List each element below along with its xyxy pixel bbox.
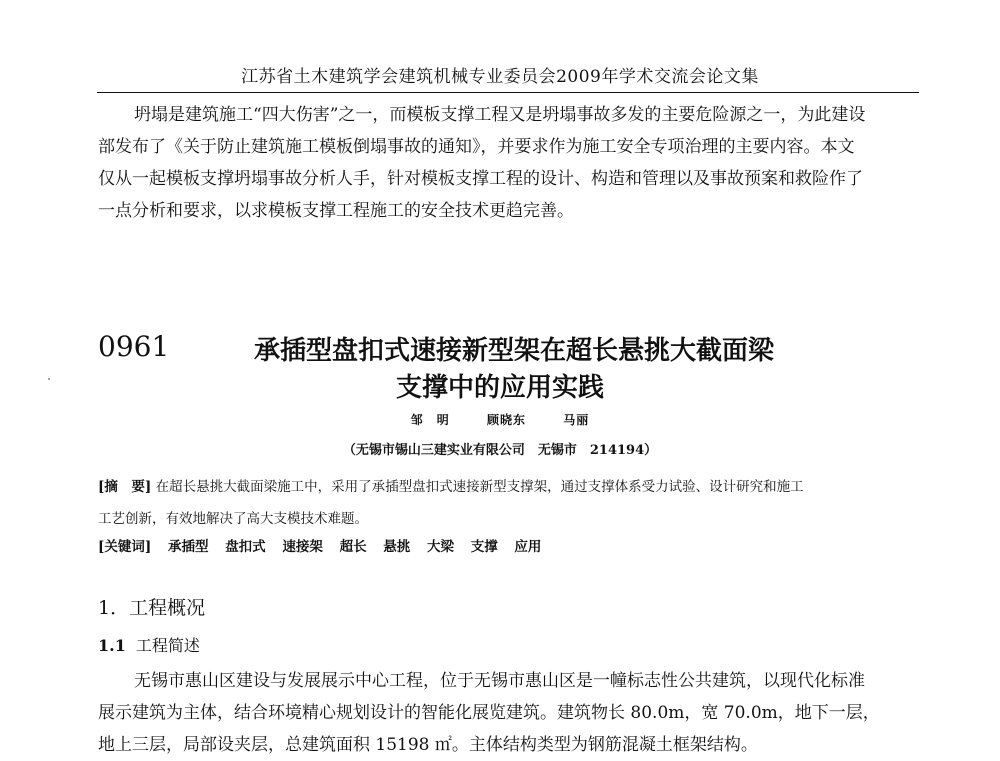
abstract-line-1 xyxy=(98,471,918,503)
paragraph-line: 仅从一起模板支撑坍塌事故分析人手，针对模板支撑工程的设计、构造和管理以及事故预案和救险作了 xyxy=(98,169,863,189)
abstract-text: 工艺创新，有效地解决了高大支模技术难题。 xyxy=(98,511,368,527)
subsection-number: 1.1 xyxy=(98,636,126,655)
paragraph-line: 展示建筑为主体，结合环境精心规划设计的智能化展览建筑。建筑物长 80.0m，宽 70.0m，地下一层， xyxy=(98,703,880,723)
subsection-title: 工程简述 xyxy=(135,636,200,655)
paragraph-line: 无锡市惠山区建设与发展展示中心工程，位于无锡市惠山区是一幢标志性公共建筑，以现代化标准 xyxy=(134,671,865,691)
keyword: 悬挑 xyxy=(383,539,411,555)
running-header: 江苏省土木建筑学会建筑机械专业委员会2009年学术交流会论文集 xyxy=(241,67,759,87)
author-name: 马丽 xyxy=(563,413,590,427)
paper-title-line-1: 承插型盘扣式速接新型架在超长悬挑大截面梁 xyxy=(253,336,774,366)
paragraph-line: 坍塌是建筑施工“四大伤害”之一，而模板支撑工程又是坍塌事故多发的主要危险源之一，为此建设 xyxy=(134,105,866,125)
keyword: 盘扣式 xyxy=(225,539,266,555)
section-heading: 1．工程概况 xyxy=(98,597,206,619)
keywords-label: [关键词] xyxy=(98,539,152,555)
paper-title-line-2: 支撑中的应用实践 xyxy=(395,373,604,403)
keyword: 承插型 xyxy=(167,539,209,555)
keyword: 大梁 xyxy=(427,539,454,555)
body-paragraph xyxy=(98,665,918,761)
abstract xyxy=(98,471,918,535)
subsection-heading xyxy=(98,633,200,656)
abstract-label: [摘 要] xyxy=(98,479,152,495)
keywords xyxy=(98,535,541,559)
author-affiliation: （无锡市锡山三建实业有限公司 无锡市 214194） xyxy=(342,443,658,458)
author-name: 顾晓东 xyxy=(486,413,526,427)
previous-paper-paragraph xyxy=(98,99,918,227)
author-list xyxy=(0,411,1000,428)
paragraph-line: 地上三层，局部设夹层，总建筑面积 15198 ㎡。主体结构类型为钢筋混凝土框架结构。 xyxy=(98,735,758,755)
keyword: 超长 xyxy=(339,539,367,555)
paragraph-line: 一点分析和要求，以求模板支撑工程施工的安全技术更趋完善。 xyxy=(98,201,574,221)
keyword: 速接架 xyxy=(282,539,323,555)
author-name: 邹 明 xyxy=(410,413,450,427)
keyword: 支撑 xyxy=(470,539,498,555)
abstract-text: 在超长悬挑大截面梁施工中，采用了承插型盘扣式速接新型支撑架，通过支撑体系受力试验、设计研究和施工 xyxy=(155,479,804,495)
keyword: 应用 xyxy=(514,539,542,555)
header-rule xyxy=(97,92,919,93)
paper-number: 0961 xyxy=(98,330,170,363)
paragraph-line: 部发布了《关于防止建筑施工模板倒塌事故的通知》，并要求作为施工安全专项治理的主要内容。本文 xyxy=(98,137,855,157)
